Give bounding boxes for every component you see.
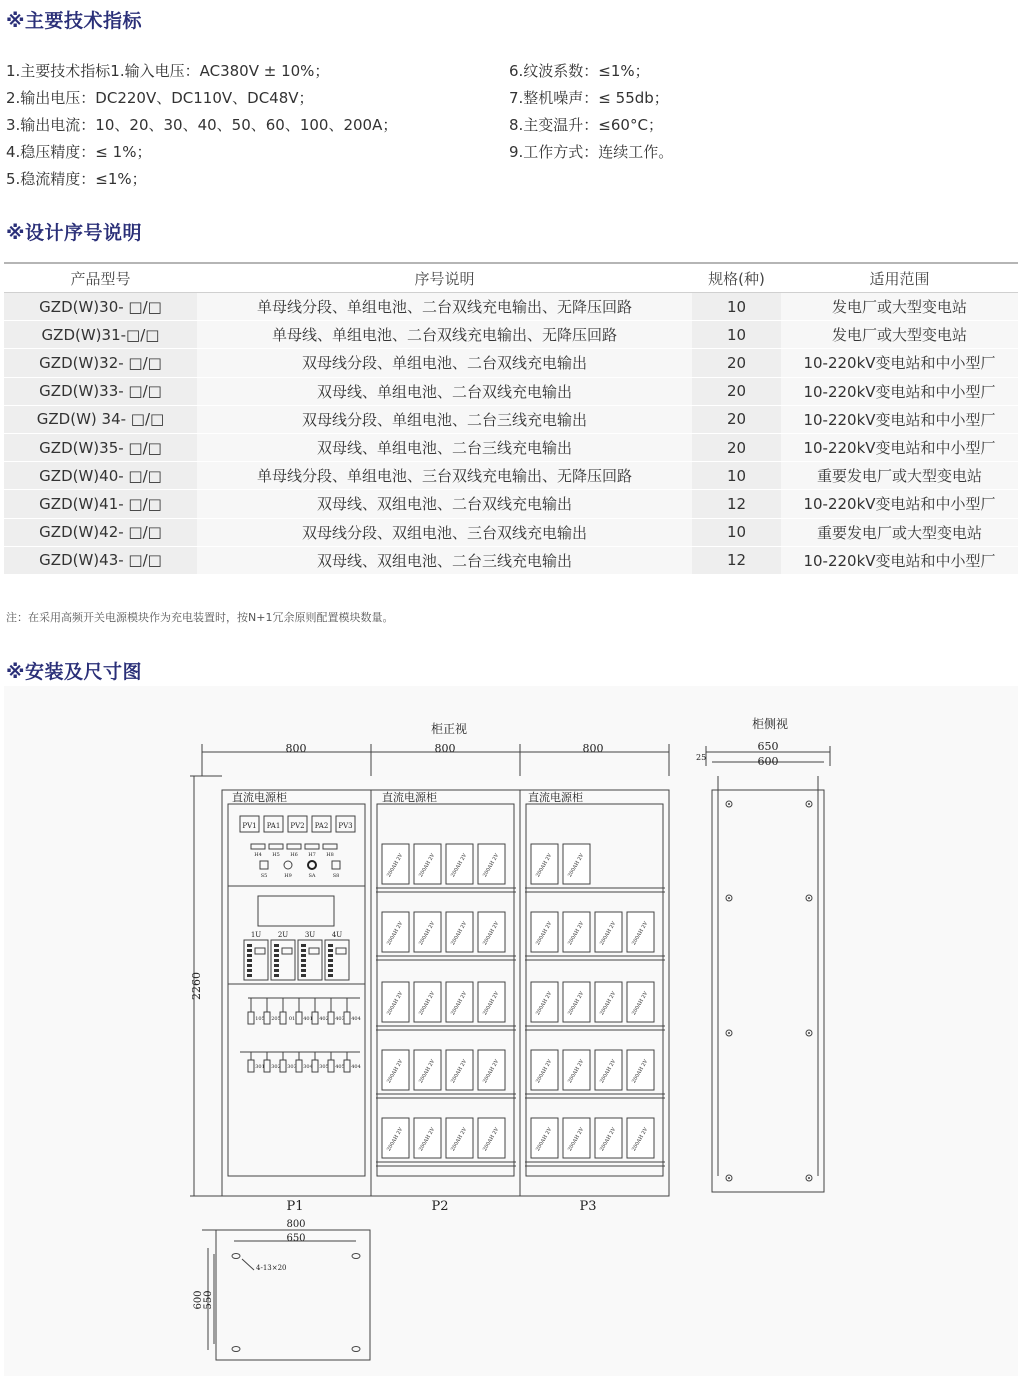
breaker-label: 205	[271, 1016, 281, 1022]
lamp-label: H6	[290, 852, 298, 858]
breaker-label: 301	[255, 1064, 265, 1070]
spec-item: 8.主变温升：≤60°C；	[509, 116, 663, 134]
module-vent	[274, 944, 279, 947]
breaker	[264, 1060, 270, 1072]
cell-scope: 重要发电厂或大型变电站	[781, 462, 1018, 490]
battery-label: 200AH 2V	[567, 990, 586, 1017]
module-vent	[301, 949, 306, 952]
cell-spec-count: 10	[692, 293, 781, 321]
breaker	[344, 1012, 350, 1024]
battery-label: 200AH 2V	[450, 1058, 469, 1085]
battery-label: 200AH 2V	[386, 1126, 405, 1153]
cell-scope: 10-220kV变电站和中小型厂	[781, 349, 1018, 377]
base-height-label-550: 550	[203, 1290, 214, 1310]
breaker	[312, 1060, 318, 1072]
battery-label: 200AH 2V	[386, 852, 405, 879]
cell-scope: 发电厂或大型变电站	[781, 293, 1018, 321]
cabinet-label-p2: 直流电源柜	[382, 791, 437, 804]
module-vent	[274, 964, 279, 967]
switch-label: SA	[308, 873, 316, 879]
installation-drawing	[4, 686, 1018, 1376]
battery-label: 200AH 2V	[386, 920, 405, 947]
module-vent	[247, 974, 252, 977]
cell-model: GZD(W)32- □/□	[4, 349, 197, 377]
spec-item: 5.稳流精度：≤1%；	[6, 170, 147, 188]
breaker-label: 404	[351, 1064, 361, 1070]
module-vent	[274, 969, 279, 972]
battery-label: 200AH 2V	[567, 1058, 586, 1085]
header-model: 产品型号	[4, 262, 197, 293]
battery-label: 200AH 2V	[631, 990, 650, 1017]
mounting-hole-center	[728, 1032, 730, 1034]
battery-label: 200AH 2V	[418, 990, 437, 1017]
module-display	[255, 948, 265, 954]
module-vent	[328, 969, 333, 972]
cell-model: GZD(W)31-□/□	[4, 321, 197, 349]
cell-scope: 发电厂或大型变电站	[781, 321, 1018, 349]
breaker-label: 305	[319, 1064, 329, 1070]
cell-spec-count: 10	[692, 462, 781, 490]
battery-label: 200AH 2V	[482, 1058, 501, 1085]
switch-label: S8	[332, 873, 340, 879]
breaker	[328, 1060, 334, 1072]
battery-label: 200AH 2V	[535, 1058, 554, 1085]
lamp-box	[269, 844, 283, 849]
cell-spec-count: 20	[692, 434, 781, 462]
base-hole	[352, 1254, 360, 1259]
battery-label: 200AH 2V	[599, 920, 618, 947]
breaker	[280, 1060, 286, 1072]
install-section-title: ※安装及尺寸图	[6, 661, 142, 683]
cell-model: GZD(W)33- □/□	[4, 378, 197, 406]
cell-spec-count: 12	[692, 490, 781, 518]
cell-description: 双母线分段、单组电池、二台双线充电输出	[197, 349, 692, 377]
cell-scope: 10-220kV变电站和中小型厂	[781, 547, 1018, 575]
battery-label: 200AH 2V	[599, 1126, 618, 1153]
breaker-label: 401	[303, 1016, 313, 1022]
table-row	[4, 349, 1018, 377]
battery-label: 200AH 2V	[567, 852, 586, 879]
cell-description: 单母线分段、单组电池、二台双线充电输出、无降压回路	[197, 293, 692, 321]
breaker-label: 402	[319, 1016, 329, 1022]
mounting-hole-center	[808, 897, 810, 899]
cabinet-label-p3: 直流电源柜	[528, 791, 583, 804]
side-offset-label: 25	[696, 753, 707, 762]
cabinet-label-p1: 直流电源柜	[232, 791, 287, 804]
panel-label-p1: P1	[286, 1199, 304, 1214]
breaker-label: 405	[335, 1064, 345, 1070]
battery-label: 200AH 2V	[535, 852, 554, 879]
meter-label: PV1	[242, 822, 257, 830]
spec-item: 3.输出电流：10、20、30、40、50、60、100、200A；	[6, 116, 398, 134]
height-dimension-label: 2260	[190, 972, 203, 1000]
front-width-label-2: 800	[434, 742, 456, 755]
meter-label: PV2	[290, 822, 305, 830]
front-width-label-3: 800	[582, 742, 604, 755]
cell-model: GZD(W)30- □/□	[4, 293, 197, 321]
battery-label: 200AH 2V	[482, 920, 501, 947]
base-hole	[352, 1347, 360, 1352]
design-section-title: ※设计序号说明	[6, 222, 142, 244]
module-vent	[328, 944, 333, 947]
mounting-hole-center	[728, 803, 730, 805]
breaker-label: 105	[255, 1016, 265, 1022]
battery-label: 200AH 2V	[482, 852, 501, 879]
header-spec-count: 规格(种)	[692, 262, 781, 293]
module-vent	[247, 964, 252, 967]
switch-knob	[308, 861, 316, 869]
battery-label: 200AH 2V	[450, 1126, 469, 1153]
mounting-hole-center	[808, 1032, 810, 1034]
breaker	[344, 1060, 350, 1072]
lamp-box	[251, 844, 265, 849]
module-vent	[301, 954, 306, 957]
battery-label: 200AH 2V	[386, 1058, 405, 1085]
module-vent	[328, 954, 333, 957]
battery-label: 200AH 2V	[386, 990, 405, 1017]
spec-item: 2.输出电压：DC220V、DC110V、DC48V；	[6, 89, 314, 107]
table-row	[4, 434, 1018, 462]
switch-label: H9	[284, 873, 292, 879]
module-vent	[247, 954, 252, 957]
cell-scope: 10-220kV变电站和中小型厂	[781, 490, 1018, 518]
cell-description: 双母线、单组电池、二台三线充电输出	[197, 434, 692, 462]
battery-label: 200AH 2V	[418, 1126, 437, 1153]
battery-label: 200AH 2V	[535, 920, 554, 947]
model-table	[4, 262, 1018, 575]
cell-spec-count: 20	[692, 349, 781, 377]
breaker	[280, 1012, 286, 1024]
battery-label: 200AH 2V	[450, 990, 469, 1017]
cell-description: 双母线、双组电池、二台三线充电输出	[197, 547, 692, 575]
cell-spec-count: 20	[692, 406, 781, 434]
battery-label: 200AH 2V	[631, 1126, 650, 1153]
side-view-title: 柜侧视	[751, 717, 789, 731]
battery-label: 200AH 2V	[418, 1058, 437, 1085]
cell-spec-count: 12	[692, 547, 781, 575]
cell-description: 双母线分段、双组电池、三台双线充电输出	[197, 519, 692, 547]
module-vent	[328, 959, 333, 962]
side-width-label-600: 600	[757, 755, 779, 768]
cell-spec-count: 10	[692, 321, 781, 349]
module-display	[282, 948, 292, 954]
switch-box	[332, 861, 340, 869]
module-label: 3U	[304, 931, 316, 939]
table-row	[4, 547, 1018, 575]
table-row	[4, 462, 1018, 490]
mounting-hole-center	[728, 897, 730, 899]
cell-model: GZD(W)35- □/□	[4, 434, 197, 462]
table-row	[4, 519, 1018, 547]
module-vent	[247, 959, 252, 962]
base-height-label-600: 600	[193, 1290, 204, 1310]
table-header-row	[4, 262, 1018, 293]
cell-model: GZD(W)42- □/□	[4, 519, 197, 547]
spec-item: 1.主要技术指标1.输入电压：AC380V ± 10%；	[6, 62, 330, 80]
battery-label: 200AH 2V	[631, 920, 650, 947]
cell-spec-count: 20	[692, 378, 781, 406]
battery-label: 200AH 2V	[567, 1126, 586, 1153]
side-width-label-650: 650	[757, 740, 779, 753]
battery-label: 200AH 2V	[450, 920, 469, 947]
table-row	[4, 378, 1018, 406]
hole-label: 4-13×20	[256, 1264, 287, 1272]
module-vent	[274, 959, 279, 962]
lamp-box	[323, 844, 337, 849]
module-vent	[301, 969, 306, 972]
lamp-label: H7	[308, 852, 316, 858]
breaker	[248, 1060, 254, 1072]
battery-label: 200AH 2V	[450, 852, 469, 879]
battery-label: 200AH 2V	[535, 1126, 554, 1153]
breaker-label: 403	[335, 1016, 345, 1022]
breaker-label: 404	[351, 1016, 361, 1022]
battery-label: 200AH 2V	[631, 1058, 650, 1085]
breaker-label: 302	[271, 1064, 281, 1070]
breaker	[296, 1012, 302, 1024]
lamp-box	[287, 844, 301, 849]
battery-label: 200AH 2V	[418, 852, 437, 879]
switch-label: S5	[260, 873, 268, 879]
table-row	[4, 293, 1018, 321]
module-vent	[247, 969, 252, 972]
table-row	[4, 406, 1018, 434]
breaker-label: 303	[287, 1064, 297, 1070]
lamp-label: H8	[326, 852, 334, 858]
cell-model: GZD(W) 34- □/□	[4, 406, 197, 434]
module-display	[309, 948, 319, 954]
header-description: 序号说明	[197, 262, 692, 293]
module-vent	[274, 974, 279, 977]
front-width-label-1: 800	[285, 742, 307, 755]
module-vent	[301, 964, 306, 967]
module-vent	[301, 959, 306, 962]
panel-label-p3: P3	[579, 1199, 597, 1214]
module-vent	[274, 954, 279, 957]
cell-scope: 重要发电厂或大型变电站	[781, 519, 1018, 547]
module-vent	[301, 974, 306, 977]
module-vent	[247, 944, 252, 947]
base-width-label-800: 800	[286, 1219, 306, 1230]
cell-scope: 10-220kV变电站和中小型厂	[781, 406, 1018, 434]
spec-item: 7.整机噪声：≤ 55db；	[509, 89, 669, 107]
meter-label: PA1	[266, 822, 281, 830]
battery-label: 200AH 2V	[482, 990, 501, 1017]
battery-label: 200AH 2V	[599, 990, 618, 1017]
cell-spec-count: 10	[692, 519, 781, 547]
spec-item: 9.工作方式：连续工作。	[509, 143, 674, 161]
base-hole	[232, 1254, 240, 1259]
base-hole	[232, 1347, 240, 1352]
lamp-label: H5	[272, 852, 280, 858]
battery-label: 200AH 2V	[599, 1058, 618, 1085]
module-vent	[328, 949, 333, 952]
module-label: 1U	[250, 931, 262, 939]
module-vent	[301, 944, 306, 947]
battery-label: 200AH 2V	[535, 990, 554, 1017]
battery-label: 200AH 2V	[567, 920, 586, 947]
module-label: 2U	[277, 931, 289, 939]
specs-section-title: ※主要技术指标	[6, 10, 142, 32]
cell-scope: 10-220kV变电站和中小型厂	[781, 434, 1018, 462]
breaker	[328, 1012, 334, 1024]
cell-description: 单母线、单组电池、二台双线充电输出、无降压回路	[197, 321, 692, 349]
lamp-box	[305, 844, 319, 849]
panel-label-p2: P2	[431, 1199, 449, 1214]
breaker	[264, 1012, 270, 1024]
breaker	[248, 1012, 254, 1024]
header-scope: 适用范围	[781, 262, 1018, 293]
mounting-hole-center	[808, 1177, 810, 1179]
battery-label: 200AH 2V	[418, 920, 437, 947]
breaker-label: 304	[303, 1064, 313, 1070]
module-vent	[247, 949, 252, 952]
breaker	[312, 1012, 318, 1024]
base-width-label-650: 650	[286, 1233, 306, 1244]
front-view-title: 柜正视	[430, 722, 468, 736]
battery-label: 200AH 2V	[482, 1126, 501, 1153]
spec-item: 4.稳压精度：≤ 1%；	[6, 143, 152, 161]
table-row	[4, 321, 1018, 349]
indicator-lamp	[284, 861, 292, 869]
meter-label: PA2	[314, 822, 329, 830]
breaker-label: 01	[288, 1016, 296, 1022]
meter-label: PV3	[338, 822, 353, 830]
cell-model: GZD(W)40- □/□	[4, 462, 197, 490]
module-vent	[274, 949, 279, 952]
lamp-label: H4	[254, 852, 262, 858]
cell-description: 双母线分段、单组电池、二台三线充电输出	[197, 406, 692, 434]
module-vent	[328, 974, 333, 977]
module-vent	[328, 964, 333, 967]
cell-description: 双母线、双组电池、二台双线充电输出	[197, 490, 692, 518]
table-note: 注：在采用高频开关电源模块作为充电装置时，按N+1冗余原则配置模块数量。	[6, 611, 394, 624]
cell-model: GZD(W)43- □/□	[4, 547, 197, 575]
cell-scope: 10-220kV变电站和中小型厂	[781, 378, 1018, 406]
cell-model: GZD(W)41- □/□	[4, 490, 197, 518]
cell-description: 双母线、单组电池、二台双线充电输出	[197, 378, 692, 406]
drawing-area	[4, 686, 1018, 1376]
switch-box	[260, 861, 268, 869]
module-label: 4U	[331, 931, 343, 939]
spec-item: 6.纹波系数：≤1%；	[509, 62, 650, 80]
table-row	[4, 490, 1018, 518]
module-display	[336, 948, 346, 954]
mounting-hole-center	[728, 1177, 730, 1179]
breaker	[296, 1060, 302, 1072]
mounting-hole-center	[808, 803, 810, 805]
cell-description: 单母线分段、单组电池、三台双线充电输出、无降压回路	[197, 462, 692, 490]
